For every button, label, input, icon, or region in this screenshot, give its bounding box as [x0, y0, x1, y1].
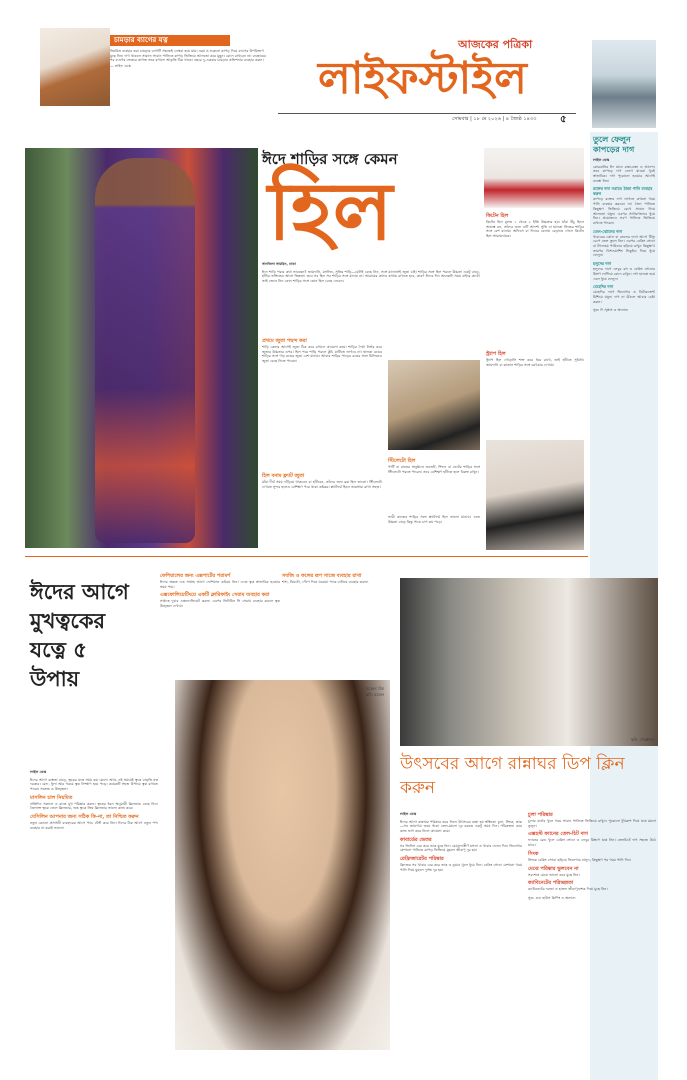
bag-card: [110, 35, 268, 107]
sari-side-title: স্ট্র্যাপ হিল: [486, 351, 506, 357]
sari-side-1: [486, 210, 584, 239]
kitchen-section-title: মেঝে পরিষ্কার ভুলবেন না: [528, 865, 579, 872]
stain-title: তুলে ফেলুন কাপড়ের দাগ: [593, 135, 635, 154]
sari-section-2: [262, 470, 382, 489]
skin-headline: ঈদের আগে মুখত্বকের যত্নে ৫ উপায়: [30, 580, 129, 691]
skin-section-title: ফেশিয়ালের জন্য এক্সপার্টের পরামর্শ: [160, 573, 231, 579]
section-title: লাইফস্টাইল: [318, 53, 527, 104]
sari-main-text: [262, 262, 480, 284]
heel-photo-red: [484, 148, 584, 208]
kitchen-photo: [400, 578, 658, 746]
kitchen-section-text: ফ্রিজের সব খাবার বের করে তাক ও ড্রয়ার খুলে ধুয়ে নিন। বেকিং সোডা মেশানো গরম পানি দিয়ে মুছলে দুর্গন্ধ দূর হয়।: [400, 863, 522, 872]
skin-section-title: যেসিলিন আপনার জন্য সঠিক কি-না, তা নিশ্চিত করুন: [30, 814, 139, 821]
sari-heel-photo-2: [388, 360, 480, 450]
stain-item-text: মেহেদির দাগে ভিনেগার ও ডিটারজেন্ট মিশিয়ে ঘষুন। দাগ না উঠলে আবার চেষ্টা করুন।: [593, 290, 655, 304]
stain-item: [593, 261, 655, 281]
stain-item: [593, 186, 655, 225]
sari-byline: সানজিদা সামরিন, ঢাকা: [262, 262, 296, 266]
skin-photo-credit: ছবি: মডেল: [365, 692, 384, 697]
kitchen-section-text: সব জিনিস বের করে তাক মুছে নিন। মেয়াদোত্তীর্ণ মসলা ও খাবার ফেলে দিন। ভিনেগার মেশানো পানিতে কাপড় ভিজিয়ে মুছলে জীবাণু দূর হয়।: [400, 843, 522, 853]
sari-model-photo: [25, 148, 258, 548]
skin-main-text: [30, 770, 158, 831]
masthead-rule: [278, 113, 576, 114]
kitchen-byline: লাইফ ডেস্ক: [400, 812, 417, 816]
sari-side-text: ভারী কাজের শাড়ির সঙ্গে প্ল্যাটফর্ম হিল ভালো মানায়। এতে উচ্চতা বাড়ে কিন্তু পায়ে চাপ কম পড়ে।: [388, 515, 480, 524]
skin-section-text: ঈদের অন্তত এক সপ্তাহ আগে ফেশিয়াল করিয়ে নিন। এতে ত্বক স্বাভাবিক হওয়ার সময় পায়।: [160, 580, 280, 589]
kitchen-headline: উৎসবের আগে রান্নাঘর ডিপ ক্লিন করুন: [400, 754, 625, 798]
kitchen-section-text: সবশেষে মেঝে ভালো করে মুছে নিন।: [528, 872, 580, 877]
kitchen-col-2: [528, 812, 656, 901]
skin-section-text: প্রতিদিন সকালে ও রাতে মুখ পরিষ্কার করুন। ত্বকের ধরন অনুযায়ী ক্লিনজার বেছে নিন। তৈলাক্ত ত্বকে জেল ক্লিনজার, শুষ্ক ত্বকে ক্রিম ক্লিনজার ভালো কাজ করে।: [30, 801, 158, 811]
bag-title: চামড়ার ব্যাগের যত্ন: [110, 35, 230, 46]
kitchen-section-title: ক্যাবিনেটের পরিচ্ছন্নতা: [528, 880, 574, 887]
bag-byline: — লাইফ ডেস্ক: [110, 63, 131, 68]
stain-item: [593, 229, 655, 259]
kitchen-section-text: ক্যাবিনেটের দরজা ও হাতল জীবাণুনাশক দিয়ে মুছে নিন।: [528, 887, 608, 892]
stain-item-title: তেল-ঝোলের দাগ: [593, 228, 623, 234]
kitchen-section-text: ফ্যানের ব্লেড খুলে বেকিং সোডা ও লেবুর মিশ্রণে ঘষে নিন। তেলচিটে দাগ সহজে উঠে যাবে।: [528, 838, 656, 848]
kitchen-intro: ঈদের আগে রান্নাঘর পরিষ্কার করে নিলে উৎসবের রান্না হয় স্বস্তিতে। চুলা, সিংক, তাক—সব জায়গায় জমে থাকা তেল-ময়লা দূর করতে একটু সময় দিন। পরিকল্পনা করে কাজ ভাগ করে নিলে ঝামেলা কমে।: [400, 819, 522, 833]
sari-side-text: পার্টি বা রাতের অনুষ্ঠানে জর্জেট, শিফন বা নেটের শাড়ির সঙ্গে স্টিলেটো পরতে পারেন। তবে বেশিক্ষণ হাঁটতে হলে বিকল্প রাখুন।: [388, 465, 480, 474]
date-line: সোমবার | ১৮ মে ২০২৬ | ৪ জ্যৈষ্ঠ ১৪৩৩: [452, 116, 537, 122]
stain-item-text: খাবারের ঝোল বা তেলের দাগে আগে টিস্যু চেপে তেল তুলে নিন। এরপর বেকিং সোডা বা ট্যালকম পাউডার ছড়িয়ে রাখুন কিছুক্ষণ। তারপর ডিশওয়াশিং লিকুইড দিয়ে ধুয়ে ফেলুন।: [593, 234, 655, 258]
stain-item-title: হলুদের দাগ: [593, 261, 612, 267]
sari-section-text: শাড়ি কেনার আগেই জুতা ঠিক করে রাখলে ঝামেলা কমে। শাড়ির দৈর্ঘ্য নির্ভর করে জুতার উচ্চতার ওপর। হিল পরে শাড়ি পরলে কুঁচি মাটিতে লাগবে না। হালকা রঙের শাড়ির সঙ্গে গাঢ় রঙের জুতা বেশ মানায়। আবার শাড়ির পাড়ের রঙের সঙ্গে মিলিয়েও জুতা বেছে নিতে পারেন।: [262, 345, 382, 364]
skin-section-text: সপ্তাহে দুবার এক্সফোলিয়েট করুন। এরপর ভিটামিন সি সেরাম ব্যবহার করলে ত্বক উজ্জ্বল দেখায়।: [160, 599, 280, 609]
sari-model-figure: [95, 158, 195, 543]
skin-section-text: নতুন কোনো প্রসাধনী ব্যবহারের আগে প্যাচ টেস্ট করে নিন। ঈদের ঠিক আগে নতুন পণ্য ব্যবহার না করাই ভালো।: [30, 821, 158, 830]
kitchen-section-title: চুলা পরিষ্কার: [528, 812, 553, 818]
stain-item-text: কাপড়ে রক্তের দাগ লাগলে কখনো গরম পানি ব্যবহার করবেন না। ঠান্ডা পানিতে কিছুক্ষণ ভিজিয়ে রেখে সাবান দিয়ে আলতো ঘষুন। এরপর সাধারণভাবে ধুয়ে নিন। প্রয়োজনে লবণ পানিতে ভিজিয়ে রাখতে পারেন।: [593, 197, 655, 225]
sari-section-1: [262, 335, 382, 364]
kitchen-section-title: সিংক: [528, 850, 539, 857]
brand-logo: আজকের পত্রিকা: [458, 38, 533, 51]
sari-section-text: যাঁরা দীর্ঘ সময় দাঁড়িয়ে থাকবেন বা হাঁটবেন, তাঁদের জন্য ব্লক হিল ভালো। স্টিলেটো দেখতে সুন্দর হলেও বেশিক্ষণ পরে থাকা কষ্টকর। প্ল্যাটফর্ম হিলে ভারসাম্য রাখা সহজ।: [262, 480, 382, 489]
stain-intro: কোরবানির ঈদ মানে রান্না-বান্না ও আনন্দ। তবে কাপড়ে দাগ লেগে যাওয়া খুবই স্বাভাবিক। দাগ পুরোনো হওয়ার আগেই ব্যবস্থা নিন।: [593, 164, 655, 183]
kitchen-col-1: [400, 812, 522, 873]
page-number: ৫: [560, 114, 567, 125]
skin-model-photo: [175, 680, 390, 1050]
sari-kicker: ঈদে শাড়ির সঙ্গে কেমন: [262, 150, 398, 168]
kitchen-section-title: কাবার্ডের ভেতর: [400, 836, 432, 843]
sari-side-4: [388, 515, 480, 524]
sari-side-2: [486, 348, 584, 367]
stain-item-title: মেহেদির দাগ: [593, 284, 614, 290]
sari-intro: ঈদে শাড়ি পরার কথা ভাবছেন? জামদানি, মসলিন, সুতির শাড়ি—যেটাই বেছে নিন, সঙ্গে মানানসই জুতা চাই। শাড়ির সঙ্গে হিল পরলে উচ্চতা একটু বাড়ে, হাঁটার ভঙ্গিতেও আসে ভিন্নতা। তবে সব হিল সব শাড়ির সঙ্গে মানায় না। আরামের কথাও মাথায় রাখতে হবে, কারণ ঈদের দিন অনেকটা সময় বাইরে কাটে। তাই জেনে নিন কোন শাড়ির সঙ্গে কোন হিল বেছে নেবেন।: [262, 269, 480, 283]
sari-side-text: স্ট্র্যাপ হিল গোড়ালি শক্ত করে ধরে রাখে, তাই হাঁটতে সুবিধা। জামদানি বা কাতান শাড়ির সঙ্গে চমৎকার দেখায়।: [486, 358, 584, 367]
stain-photo: [592, 40, 656, 128]
skin-col-2: [160, 570, 280, 609]
kitchen-photo-credit: ছবি: পেক্সেলস: [631, 737, 654, 742]
stain-item: [593, 284, 655, 304]
sari-section-title: হিল বনাম ফ্ল্যাট জুতা: [262, 473, 305, 479]
skin-section-title: এক্সফোলিয়েটিংয়ে একটি ক্লারিফাইং সেরাম ব্যবহার করা: [160, 592, 270, 599]
skin-section-title: মাসলিন চাল নিয়মিত: [30, 794, 73, 801]
skin-model-caption: মডেল: মিম: [366, 686, 384, 691]
kitchen-section-text: চুলার বার্নার খুলে গরম সাবান পানিতে ভিজিয়ে রাখুন। পুরোনো টুথব্রাশ দিয়ে ঘষে ময়লা তুলুন।: [528, 819, 656, 828]
stain-credit: সূত্র: দি স্প্রুস ও অন্যান্য: [593, 308, 628, 313]
stain-item-title: রক্তের দাগ সরাতে ঠান্ডা পানি ব্যবহার করুন: [593, 186, 653, 197]
kitchen-section-title: রেফ্রিজারেটর পরিষ্কার: [400, 856, 444, 863]
sari-side-3: [388, 455, 480, 474]
skin-section-text: শসা, টমেটো, পেঁপে দিয়ে ঘরোয়া প্যাক বানিয়ে ব্যবহার করুন।: [282, 580, 369, 584]
sari-headline: হিল: [268, 165, 393, 258]
skin-section-title: সবজি ও ফলের রূপ সাজে ব্যবহার রাখা: [282, 573, 362, 579]
sari-side-title: কিটেন হিল: [486, 213, 509, 219]
kitchen-section-title: এক্সহস্ট ফ্যানের তেল-চিট দাগ: [528, 831, 588, 838]
stain-byline: লাইফ ডেস্ক: [593, 158, 610, 162]
mid-divider: [25, 556, 588, 557]
skin-col-3: [282, 570, 392, 585]
skin-intro: ঈদের আগে ব্যস্ততা বাড়ে, ত্বকের যত্নে সময় কম মেলে। অথচ এই সময়েই ত্বকে বাড়তি যত্ন দরকার। রোদ, ধুলা আর গরমে ত্বক নিষ্প্রাণ হয়ে পড়ে। কয়েকটি সহজ উপায়ে ত্বক রাখতে পারেন সতেজ ও উজ্জ্বল।: [30, 777, 158, 791]
kitchen-credit: সূত্র: গুড হাউস কিপিং ও অন্যান্য: [528, 895, 576, 900]
sari-side-title: স্টিলেটো হিল: [388, 458, 416, 464]
sari-side-text: কিটেন হিল মূলত ১ থেকে ২ ইঞ্চি উচ্চতার হয়। যাঁরা উঁচু হিলে অভ্যস্ত নন, তাঁদের জন্য এটি আদর্শ। সুতি বা হালকা সিল্কের শাড়ির সঙ্গে বেশ মানায়। অফিসে বা দিনের বেলায় বেড়াতে গেলে কিটেন হিল আরামদায়ক।: [486, 220, 584, 239]
bag-body: নিয়মিত ব্যবহার করা চামড়ার ব্যাগটি সহজেই নোংরা হয়ে যায়। নরম ও শুকনো কাপড় দিয়ে ব্যাগের উপরিভাগ মুছে নিন। দাগ থাকলে সামান্য সাবান পানিতে কাপড় ভিজিয়ে আলতো করে মুছুন। রোদে রাখবেন না। ব্যবহারের পর ব্যাগের ভেতরে কাগজ ভরে রাখলে আকৃতি ঠিক থাকে। বছরে দু-একবার চামড়ার কন্ডিশনার ব্যবহার করুন।: [110, 49, 266, 63]
stain-item-text: হলুদের দাগে লেবুর রস ও বেকিং সোডার মিশ্রণ লাগিয়ে রোদে রাখুন। দাগ হালকা হয়ে এলে ধুয়ে ফেলুন।: [593, 267, 655, 281]
bag-photo: [40, 28, 110, 106]
kitchen-section-text: সিংকে বেকিং সোডা ছড়িয়ে ভিনেগার ঢালুন, কিছুক্ষণ পর গরম পানি দিন।: [528, 857, 632, 862]
sari-section-title: প্রথমে জুতা পছন্দ করা: [262, 338, 307, 344]
skin-byline: লাইফ ডেস্ক: [30, 770, 47, 774]
heel-photo-black: [486, 440, 584, 550]
